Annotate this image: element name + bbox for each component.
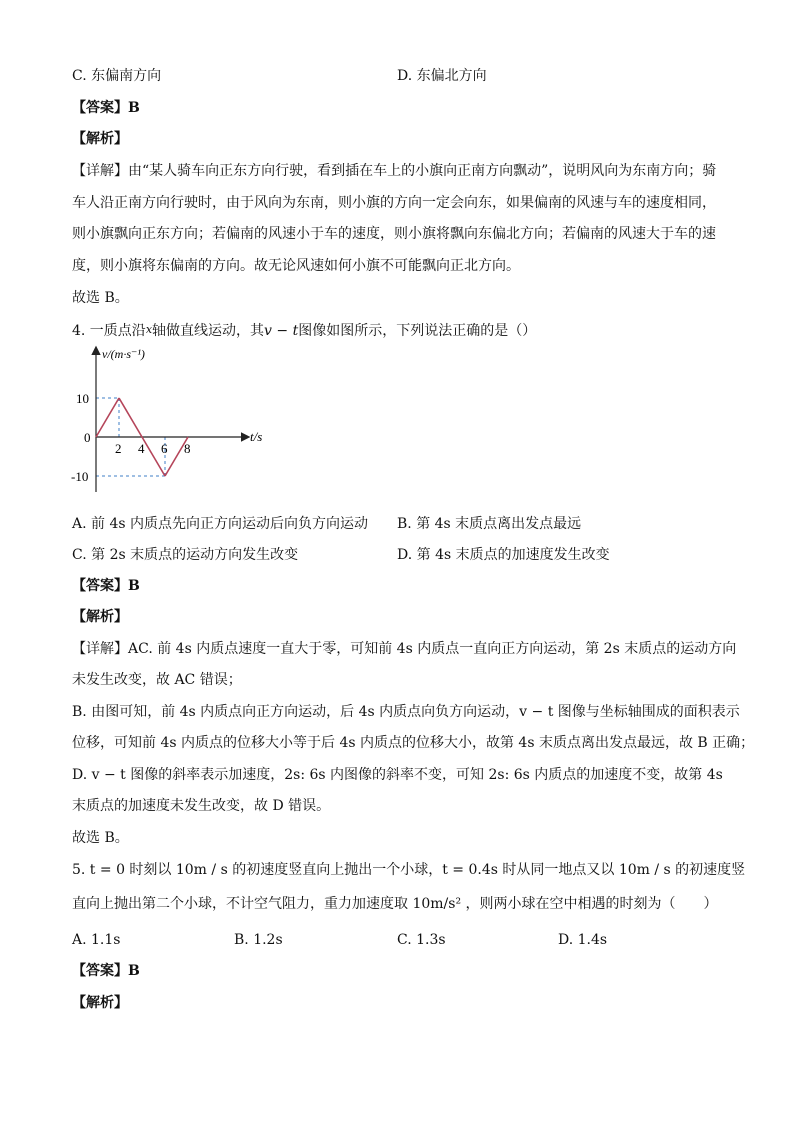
q4-detail-line-6: 末质点的加速度未发生改变，故 D 错误。 [72, 798, 331, 814]
y-tick-label: -10 [71, 469, 89, 484]
q5-stem-line-2: 直向上抛出第二个小球，不计空气阻力，重力加速度取 10m/s² ，则两小球在空中相遇的时刻为（ ） [72, 896, 718, 912]
x-axis-label: t/s [250, 429, 263, 444]
q4-stem [72, 320, 536, 341]
q3-option-c: C. 东偏南方向 [72, 68, 162, 84]
q3-detail-line-2: 车人沿正南方向行驶时，由于风向为东南，则小旗的方向一定会向东，如果偏南的风速与车的速度相同， [72, 195, 716, 211]
q3-detail-line-4: 度，则小旗将东偏南的方向。故无论风速如何小旗不可能飘向正北方向。 [72, 258, 520, 274]
q5-option-b: B. 1.2s [234, 932, 283, 948]
q4-stem-part-3: 图像如图所示，下列说法正确的是（） [298, 323, 537, 339]
q4-stem-part-1: 4. 一质点沿 [72, 323, 146, 339]
series-segment [96, 398, 119, 437]
q4-stem-vt: v − t [264, 323, 299, 339]
q5-stem-line-1: 5. t = 0 时刻以 10m / s 的初速度竖直向上抛出一个小球，t = 0.4s 时从同一地点又以 10m / s 的初速度竖 [72, 862, 746, 878]
y-axis-label: v/(m·s⁻¹) [102, 347, 145, 361]
q4-detail-line-4: 位移，可知前 4s 内质点的位移大小等于后 4s 内质点的位移大小，故第 4s 末质点离出发点最远，故 B 正确； [72, 735, 755, 751]
q3-detail-line-1: 【详解】由“某人骑车向正东方向行驶，看到插在车上的小旗向正南方向飘动”，说明风向为东南方向；骑 [72, 163, 717, 179]
q4-stem-part-2: 轴做直线运动，其 [152, 323, 265, 339]
q5-option-c: C. 1.3s [397, 932, 446, 948]
q3-conclusion: 故选 B。 [72, 290, 129, 306]
x-tick-label: 4 [138, 441, 145, 456]
vt-graph [70, 342, 270, 502]
q5-answer: 【答案】B [72, 963, 140, 979]
q4-detail-line-2: 未发生改变，故 AC 错误； [72, 672, 242, 688]
q3-analysis-label: 【解析】 [72, 131, 128, 147]
q5-option-a: A. 1.1s [72, 932, 121, 948]
x-tick-label: 2 [115, 441, 122, 456]
q4-detail-line-1: 【详解】AC. 前 4s 内质点速度一直大于零，可知前 4s 内质点一直向正方向运动，第 2s 末质点的运动方向 [72, 641, 737, 657]
x-tick-label: 6 [161, 441, 168, 456]
q5-analysis-label: 【解析】 [72, 995, 128, 1011]
q3-option-d: D. 东偏北方向 [397, 68, 487, 84]
y-tick-label: 10 [76, 391, 89, 406]
q4-conclusion: 故选 B。 [72, 830, 129, 846]
q5-option-d: D. 1.4s [558, 932, 608, 948]
series-segment [119, 398, 142, 437]
q4-option-b: B. 第 4s 末质点离出发点最远 [397, 516, 582, 532]
q3-answer: 【答案】B [72, 100, 140, 116]
q4-answer: 【答案】B [72, 578, 140, 594]
q4-stem-x: x [145, 323, 153, 336]
q4-detail-line-3: B. 由图可知，前 4s 内质点向正方向运动，后 4s 内质点向负方向运动，v − t 图像与坐标轴围成的面积表示 [72, 704, 740, 720]
q4-option-d: D. 第 4s 末质点的加速度发生改变 [397, 547, 610, 563]
origin-label: 0 [84, 430, 91, 445]
x-tick-label: 8 [184, 441, 191, 456]
q4-option-a: A. 前 4s 内质点先向正方向运动后向负方向运动 [72, 516, 369, 532]
q3-detail-line-3: 则小旗飘向正东方向；若偏南的风速小于车的速度，则小旗将飘向东偏北方向；若偏南的风速大于车的速 [72, 226, 716, 242]
q4-detail-line-5: D. v − t 图像的斜率表示加速度，2s: 6s 内图像的斜率不变，可知 2s: 6s 内质点的加速度不变，故第 4s [72, 767, 723, 783]
q4-option-c: C. 第 2s 末质点的运动方向发生改变 [72, 547, 299, 563]
q4-analysis-label: 【解析】 [72, 609, 128, 625]
